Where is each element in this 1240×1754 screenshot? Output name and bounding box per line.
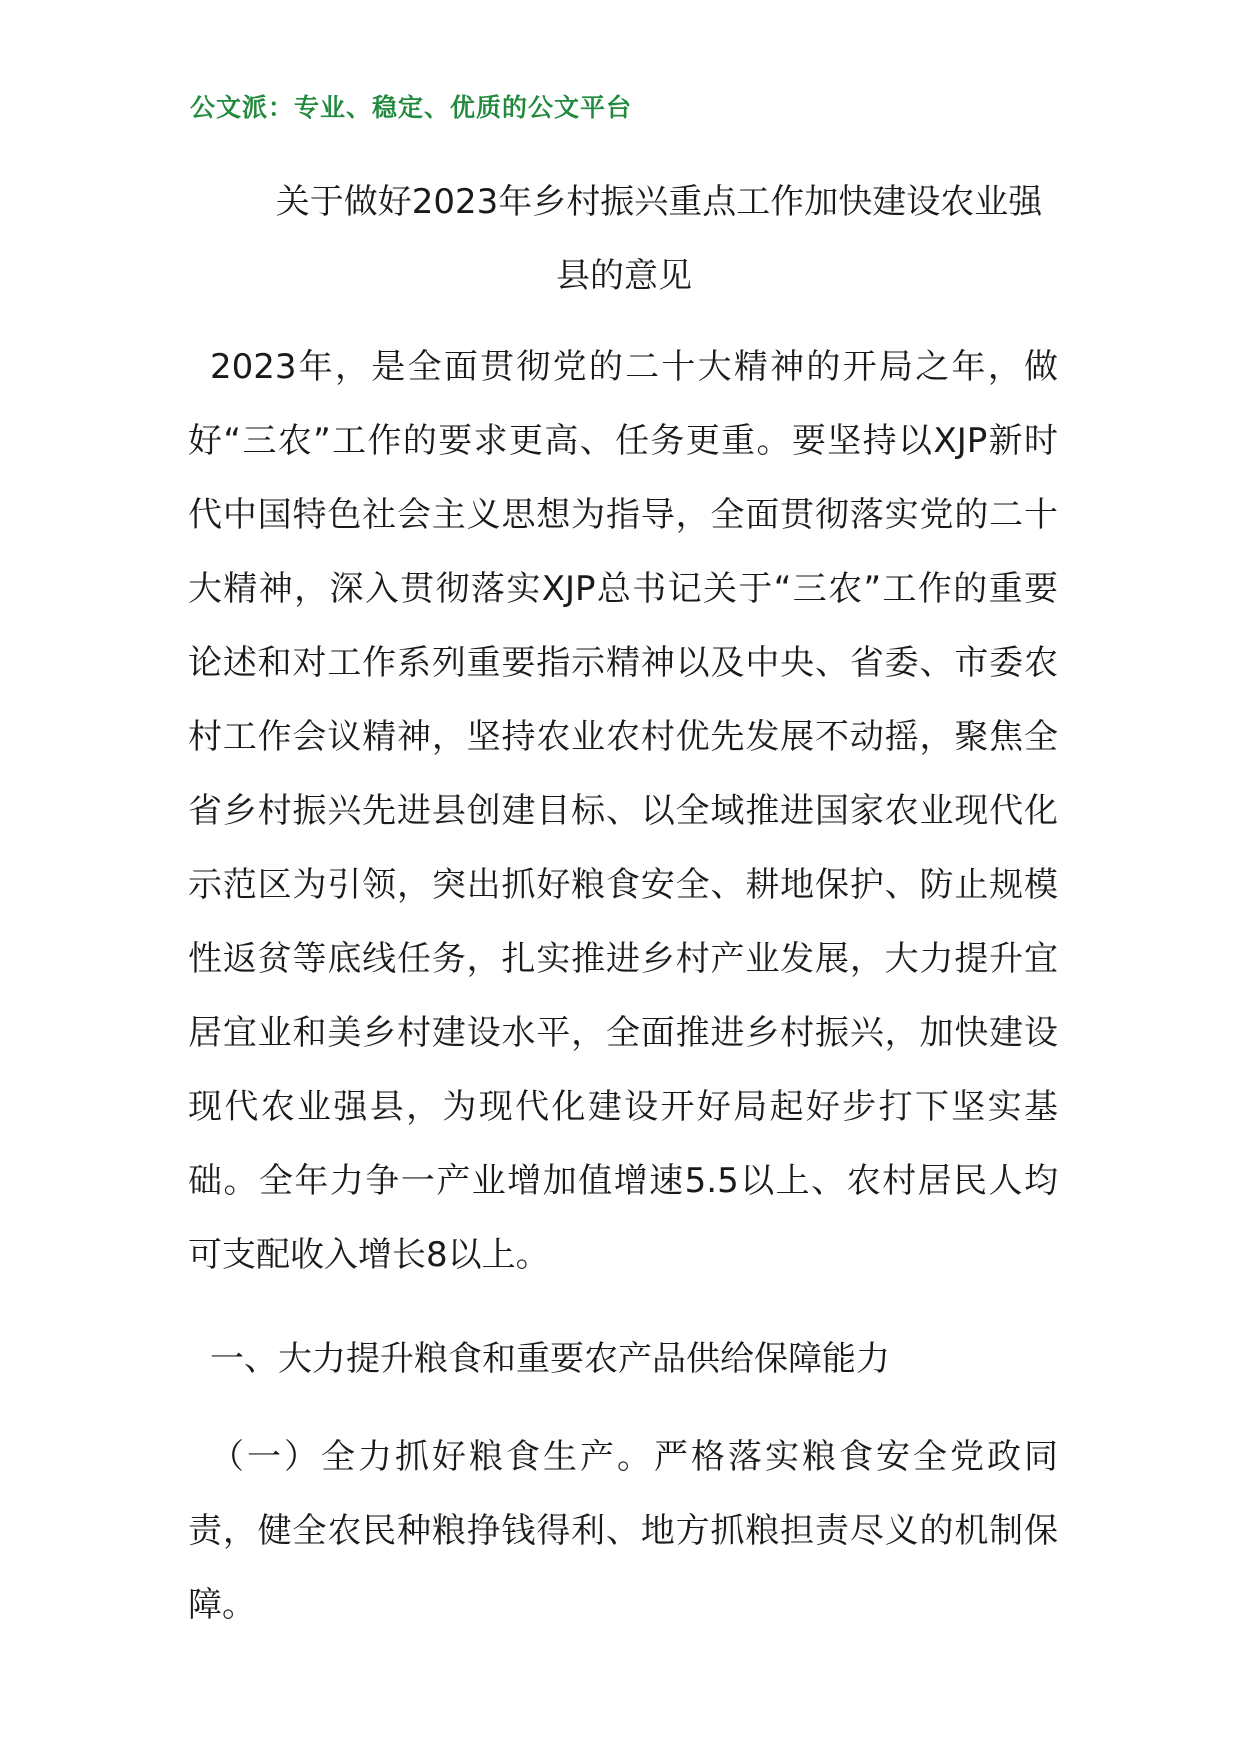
intro-paragraph: 2023年，是全面贯彻党的二十大精神的开局之年，做好“三农”工作的要求更高、任务更重。要坚持以XJP新时代中国特色社会主义思想为指导，全面贯彻落实党的二十大精神，深入贯彻落实XJP总书记关于“三农”工作的重要论述和对工作系列重要指示精神以及中央、省委、市委农村工作会议精神，坚持农业农村优先发展不动摇，聚焦全省乡村振兴先进县创建目标、以全域推进国家农业现代化示范区为引领，突出抓好粮食安全、耕地保护、防止规模性返贫等底线任务，扎实推进乡村产业发展，大力提升宜居宜业和美乡村建设水平，全面推进乡村振兴，加快建设现代农业强县，为现代化建设开好局起好步打下坚实基础。全年力争一产业增加值增速5.5以上、农村居民人均可支配收入增长8以上。	[188, 347, 1058, 1275]
section-heading: 一、大力提升粮食和重要农产品供给保障能力	[210, 1339, 890, 1379]
brand-header: 公文派：专业、稳定、优质的公文平台	[190, 93, 633, 122]
document-title: 关于做好2023年乡村振兴重点工作加快建设农业强县的意见	[275, 182, 1043, 296]
section-paragraph: （一）全力抓好粮食生产。严格落实粮食安全党政同责，健全农民种粮挣钱得利、地方抓粮担责尽义的机制保障。	[188, 1437, 1058, 1625]
